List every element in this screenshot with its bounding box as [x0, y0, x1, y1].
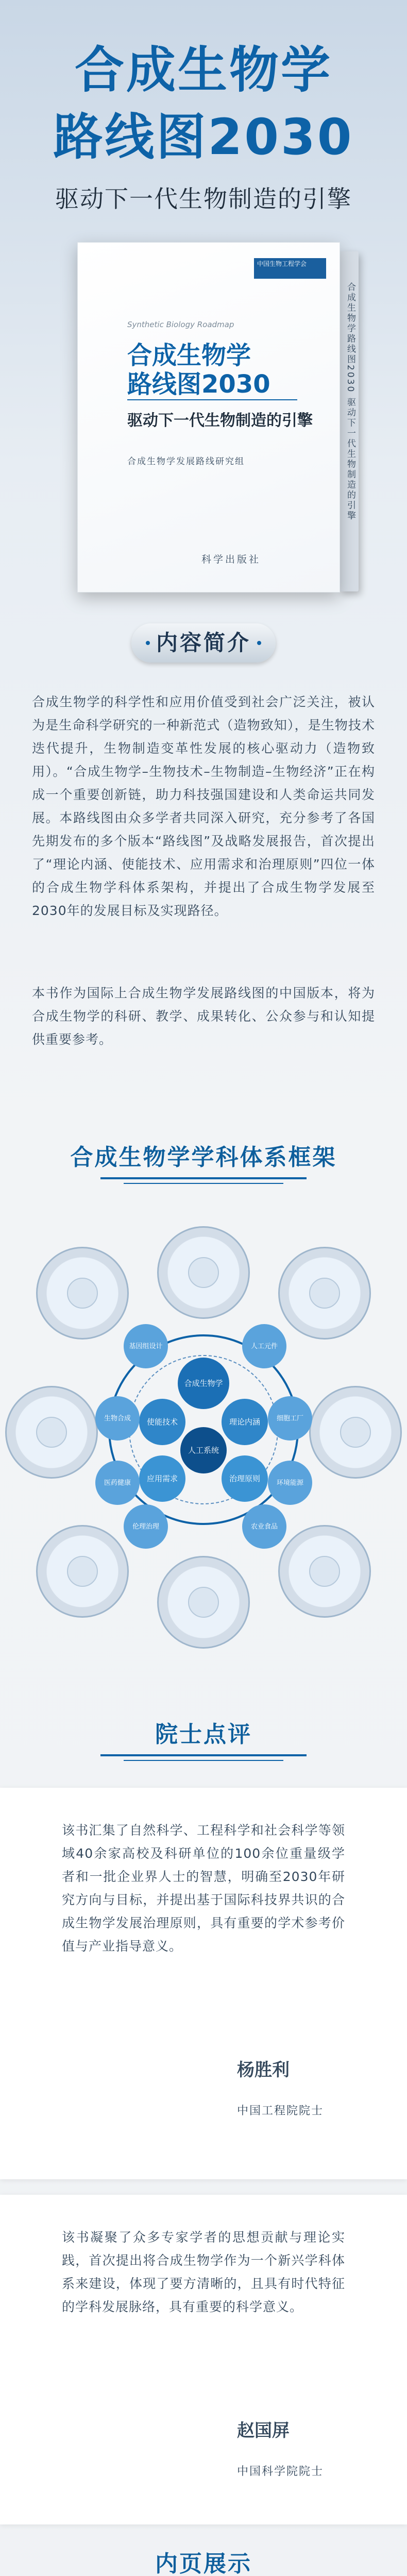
- core-node: 合成生物学: [178, 1358, 229, 1409]
- comments-heading-line-thin: [124, 1760, 283, 1761]
- gear-hub: [67, 1556, 98, 1587]
- comment-card-2: [0, 2195, 407, 2524]
- outer-node: 医药健康: [95, 1461, 140, 1505]
- comment-1-text: 该书汇集了自然科学、工程科学和社会科学等领域40余家高校及科研单位的100余位重量级学者和一批企业界人士的智慧，明确至2030年研究方向与目标，并提出基于国际科技界共识的合成生物学发展治理原则，具有重要的学术参考价值与产业指导意义。: [62, 1823, 345, 1954]
- gear-icon: [36, 1247, 129, 1340]
- gear-hub: [309, 1278, 340, 1309]
- intro-heading: 内容简介: [156, 630, 251, 655]
- framework-diagram: [0, 1226, 407, 1680]
- book-publisher: 科学出版社: [201, 554, 261, 565]
- hero-subtitle: 驱动下一代生物制造的引擎: [55, 185, 352, 213]
- book-title-line1: 合成生物学: [127, 341, 251, 370]
- gear-icon: [278, 1247, 371, 1340]
- comments-heading: 院士点评: [155, 1721, 252, 1748]
- inner-node: 应用需求: [139, 1455, 185, 1502]
- inside-heading: 内页展示: [155, 2551, 252, 2576]
- framework-heading-line: [100, 1177, 307, 1179]
- outer-node: 基因组设计: [124, 1324, 168, 1368]
- intro-heading-badge: [131, 623, 276, 663]
- comments-heading-line: [100, 1754, 307, 1756]
- comment-2-name: 赵国屏: [237, 2420, 290, 2441]
- outer-node: 细胞工厂: [268, 1396, 312, 1440]
- hero-title-line1: 合成生物学: [75, 41, 332, 99]
- inner-node: 理论内涵: [222, 1399, 268, 1445]
- outer-node: 伦理治理: [124, 1504, 168, 1549]
- framework-heading: 合成生物学学科体系框架: [70, 1144, 337, 1171]
- outer-node: 环境能源: [268, 1461, 312, 1505]
- center-node: 人工系统: [180, 1427, 227, 1473]
- book-badge: 中国生物工程学会: [254, 258, 326, 279]
- gear-hub: [36, 1417, 67, 1448]
- comment-2-role: 中国科学院院士: [237, 2465, 324, 2478]
- book-spine: [340, 251, 359, 591]
- gear-hub: [340, 1417, 371, 1448]
- gear-hub: [309, 1556, 340, 1587]
- gear-icon: [278, 1525, 371, 1618]
- outer-node: 人工元件: [242, 1324, 286, 1368]
- intro-paragraph-1: 合成生物学的科学性和应用价值受到社会广泛关注，被认为是生命科学研究的一种新范式（造物致知），是生物技术迭代提升，生物制造变革性发展的核心驱动力（造物致用）。“合成生物学–生物技术–生物制造–生物经济”正在构成一个重要创新链，助力科技强国建设和人类命运共同发展。本路线图由众多学者共同深入研究，充分参考了各国先期发布的多个版本“路线图”及战略发展报告，首次提出了“理论内涵、使能技术、应用需求和治理原则”四位一体的合成生物学科体系架构，并提出了合成生物学发展至2030年的发展目标及实现路径。: [32, 694, 375, 918]
- book-author: 合成生物学发展路线研究组: [127, 456, 245, 467]
- gear-icon: [36, 1525, 129, 1618]
- hero-title-line2: 路线图2030: [53, 108, 354, 166]
- badge-dot-left: [146, 641, 150, 645]
- comment-1-role: 中国工程院院士: [237, 2105, 324, 2117]
- badge-dot-right: [257, 641, 261, 645]
- comment-1-name: 杨胜利: [237, 2060, 290, 2080]
- gear-hub: [67, 1278, 98, 1309]
- outer-node: 生物合成: [95, 1396, 140, 1440]
- intro-paragraph-2: 本书作为国际上合成生物学发展路线图的中国版本，将为合成生物学的科研、教学、成果转化、公众参与和认知提供重要参考。: [32, 986, 375, 1047]
- book-title-rule: [127, 399, 297, 400]
- book-spine-text: 合成生物学路线图2030 驱动下一代生物制造的引擎: [345, 282, 355, 521]
- book-cover: [77, 242, 340, 592]
- book-english-title: Synthetic Biology Roadmap: [127, 320, 234, 329]
- inner-node: 使能技术: [139, 1399, 185, 1445]
- book-cover-image: [77, 242, 355, 592]
- comment-2-text: 该书凝聚了众多专家学者的思想贡献与理论实践，首次提出将合成生物学作为一个新兴学科体系来建设，体现了要方清晰的，且具有时代特征的学科发展脉络，具有重要的科学意义。: [62, 2230, 345, 2314]
- book-subtitle: 驱动下一代生物制造的引擎: [127, 412, 313, 430]
- gear-icon: [157, 1556, 250, 1649]
- gear-icon: [157, 1226, 250, 1319]
- inner-node: 治理原则: [222, 1455, 268, 1502]
- gear-hub: [188, 1257, 219, 1288]
- outer-node: 农业食品: [242, 1504, 286, 1549]
- gear-hub: [188, 1587, 219, 1618]
- gear-icon: [309, 1386, 402, 1479]
- comment-card-1: [0, 1788, 407, 2179]
- gear-icon: [5, 1386, 98, 1479]
- book-title-line2: 路线图2030: [127, 370, 270, 399]
- framework-heading-line-thin: [124, 1183, 283, 1184]
